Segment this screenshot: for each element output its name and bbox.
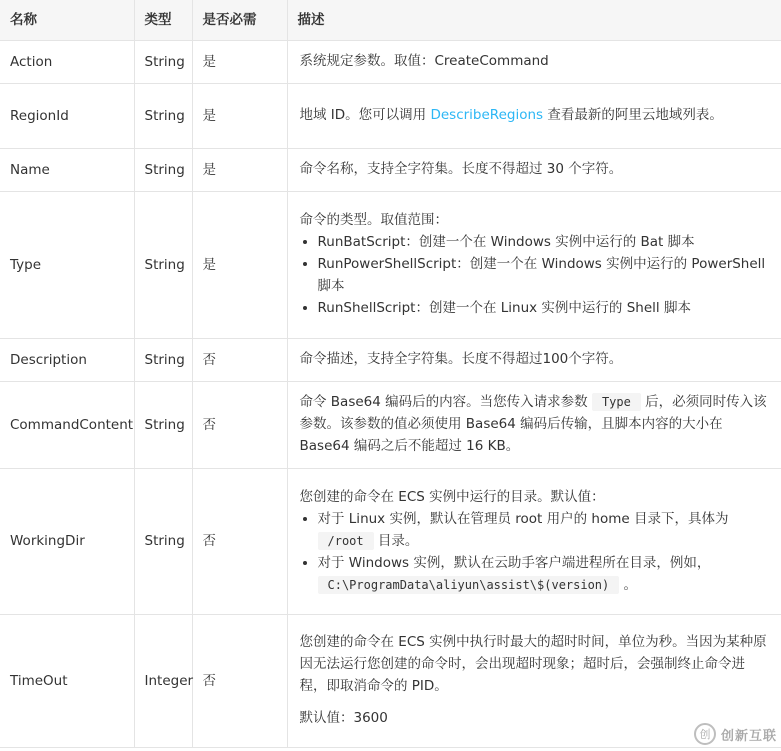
description-text: 地域 ID。您可以调用 (299, 107, 431, 123)
describe-regions-link[interactable]: DescribeRegions (430, 107, 544, 123)
header-description: 描述 (287, 0, 781, 40)
list-item (318, 508, 770, 552)
header-name: 名称 (0, 0, 134, 40)
param-name: Name (0, 148, 134, 191)
windows-path-code: C:\ProgramData\aliyun\assist\$(version) (318, 576, 620, 594)
table-row (0, 148, 781, 191)
param-type: String (134, 148, 192, 191)
list-item: • RunShellScript：创建一个在 Linux 实例中运行的 Shell 脚本 (318, 297, 770, 319)
description-text: 后，必须同时传入该参数。该参数的值必须使用 Base64 编码后传输，且脚本内容的大小在 Base64 编码之后不能超过 16 KB。 (299, 394, 767, 454)
param-required: 否 (192, 338, 287, 381)
param-description (287, 83, 781, 148)
watermark (694, 723, 777, 745)
param-description (287, 191, 781, 338)
param-name: Action (0, 40, 134, 83)
param-type: String (134, 338, 192, 381)
param-name: Description (0, 338, 134, 381)
type-code: Type (592, 393, 641, 411)
list-item-text: 。 (619, 576, 638, 593)
param-description: 系统规定参数。取值：CreateCommand (287, 40, 781, 83)
description-text: 查看最新的阿里云地域列表。 (543, 107, 723, 123)
list-item-text: 对于 Linux 实例，默认在管理员 root 用户的 home 目录下，具体为 (317, 510, 729, 527)
param-type: String (134, 40, 192, 83)
param-name: CommandContent (0, 381, 134, 468)
param-type: Integer (134, 614, 192, 747)
description-text: 命令的类型。取值范围： (299, 212, 448, 228)
list-item: • RunBatScript：创建一个在 Windows 实例中运行的 Bat 脚本 (318, 231, 770, 253)
table-row (0, 191, 781, 338)
param-name: RegionId (0, 83, 134, 148)
param-required: 是 (192, 191, 287, 338)
description-text: 您创建的命令在 ECS 实例中运行的目录。默认值： (299, 488, 605, 505)
param-name: WorkingDir (0, 468, 134, 614)
watermark-text: 创新互联 (720, 728, 777, 744)
param-type: String (134, 468, 192, 614)
param-type: String (134, 191, 192, 338)
list-item-text: 目录。 (373, 532, 419, 549)
table-row (0, 614, 781, 747)
type-values-list (300, 231, 770, 319)
param-required: 是 (192, 148, 287, 191)
param-required: 否 (192, 381, 287, 468)
param-name: TimeOut (0, 614, 134, 747)
list-item: • RunPowerShellScript：创建一个在 Windows 实例中运行的 PowerShell 脚本 (318, 253, 770, 297)
param-name: Type (0, 191, 134, 338)
param-required: 是 (192, 83, 287, 148)
default-value-text: 默认值：3600 (299, 710, 388, 726)
table-row (0, 40, 781, 83)
header-type: 类型 (134, 0, 192, 40)
list-item-text: 对于 Windows 实例，默认在云助手客户端进程所在目录，例如， (317, 554, 711, 571)
table-row (0, 468, 781, 614)
table-row (0, 83, 781, 148)
description-text: 命令 Base64 编码后的内容。当您传入请求参数 (299, 394, 592, 410)
param-description: 命令描述，支持全字符集。长度不得超过100个字符。 (287, 338, 781, 381)
param-required: 否 (192, 468, 287, 614)
watermark-logo-icon: 创 (694, 723, 716, 745)
param-type: String (134, 83, 192, 148)
param-description: 命令名称，支持全字符集。长度不得超过 30 个字符。 (287, 148, 781, 191)
table-row (0, 381, 781, 468)
param-required: 是 (192, 40, 287, 83)
table-row (0, 338, 781, 381)
table-header (0, 0, 781, 40)
description-text: 您创建的命令在 ECS 实例中执行时最大的超时时间，单位为秒。当因为某种原因无法运行您创建的命令时，会出现超时现象；超时后，会强制终止命令进程，即取消命令的 PID。 (299, 634, 767, 694)
param-description (287, 381, 781, 468)
param-description (287, 468, 781, 614)
param-required: 否 (192, 614, 287, 747)
working-dir-list (300, 508, 770, 596)
list-item (318, 552, 770, 596)
root-path-code: /root (318, 532, 374, 550)
param-type: String (134, 381, 192, 468)
header-required: 是否必需 (192, 0, 287, 40)
